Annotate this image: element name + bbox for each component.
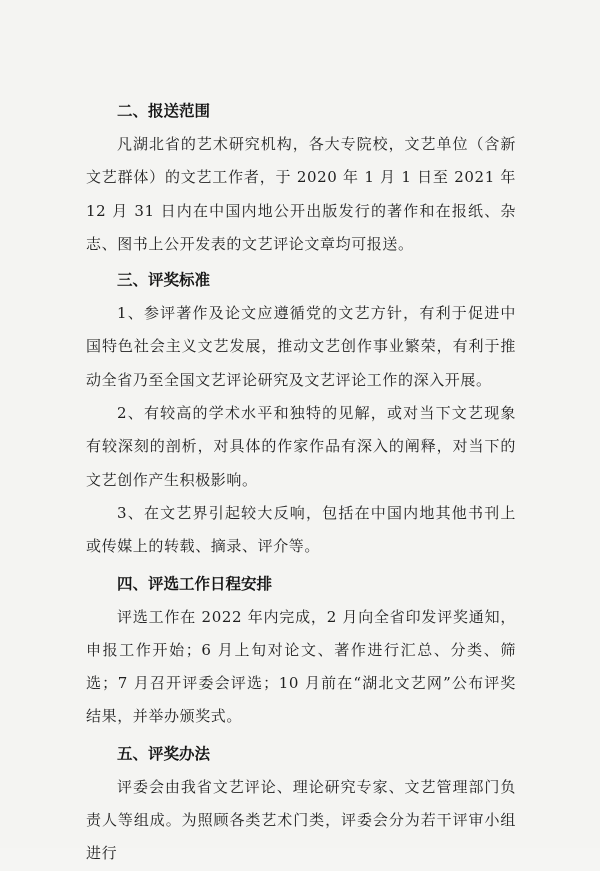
section-award-criteria xyxy=(86,263,516,563)
section-heading: 四、评选工作日程安排 xyxy=(117,574,273,593)
section-submission-scope xyxy=(86,94,516,261)
paragraph: 2、有较高的学术水平和独特的见解，或对当下文艺现象有较深刻的剖析，对具体的作家作品有深入的阐释，对当下的文艺创作产生积极影响。 xyxy=(86,404,516,489)
section-heading: 二、报送范围 xyxy=(117,102,211,120)
paragraph: 1、参评著作及论文应遵循党的文艺方针，有利于促进中国特色社会主义文艺发展，推动文艺创作事业繁荣，有利于推动全省乃至全国文艺评论研究及文艺评论工作的深入开展。 xyxy=(86,304,516,389)
section-heading: 三、评奖标准 xyxy=(117,271,211,290)
document-body xyxy=(86,92,516,871)
paragraph: 评选工作在 2022 年内完成，2 月向全省印发评奖通知，申报工作开始；6 月上旬对论文、著作进行汇总、分类、筛选；7 月召开评委会评选；10 月前在“湖北文艺网”公布评奖结果，并举办颁奖式。 xyxy=(86,607,516,726)
paragraph: 评委会由我省文艺评论、理论研究专家、文艺管理部门负责人等组成。为照顾各类艺术门类，评委会分为若干评审小组进行 xyxy=(86,777,516,863)
section-award-method xyxy=(86,737,516,871)
paragraph: 3、在文艺界引起较大反响，包括在中国内地其他书刊上或传媒上的转载、摘录、评介等。 xyxy=(86,503,516,556)
section-heading: 五、评奖办法 xyxy=(117,744,211,763)
paragraph: 凡湖北省的艺术研究机构，各大专院校，文艺单位（含新文艺群体）的文艺工作者，于 2020 年 1 月 1 日至 2021 年 12 月 31 日内在中国内地公开出版发行的著作和在报纸、杂志、图书上公开发表的文艺评论文章均可报送。 xyxy=(86,135,516,253)
section-schedule xyxy=(86,567,516,734)
